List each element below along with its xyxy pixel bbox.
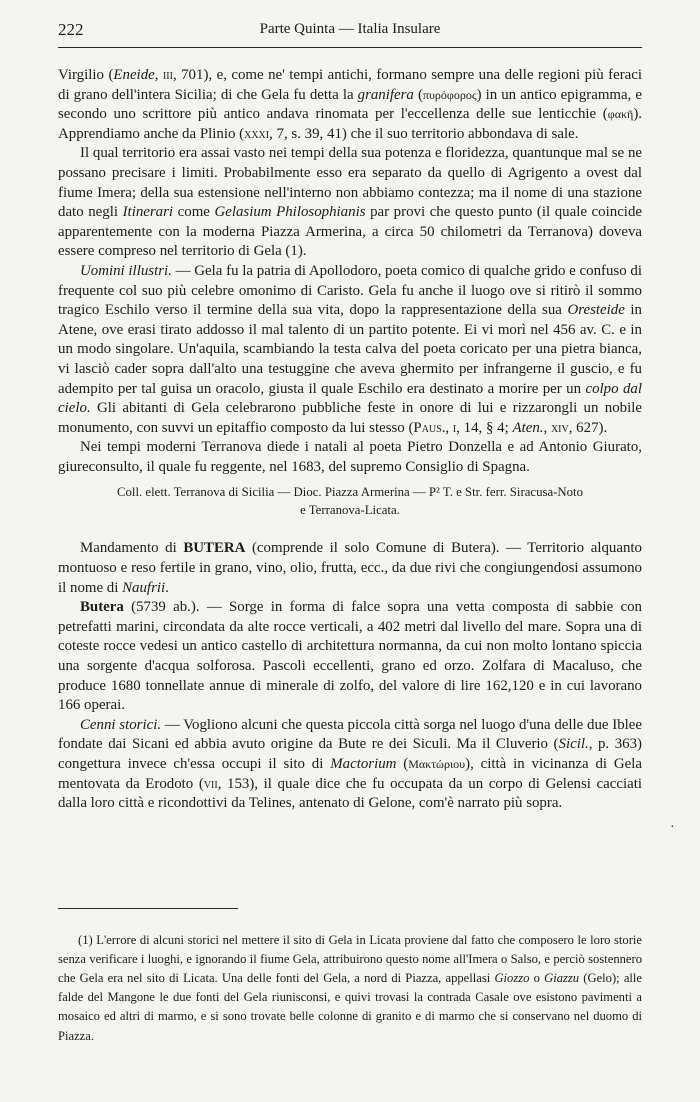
paragraph: Virgilio (Eneide, iii, 701), e, come ne' tempi antichi, formano sempre una delle regioni più feraci di grano dell'intera Sicilia; di che Gela fu detta la granifera (πυρόφορος) in un antico epigramma, e secondo uno scrittore più antico andava rinomata per l'eccellenza delle sue lenticchie (φακῆ). Apprendiamo anche da Plinio (xxxi, 7, s. 39, 41) che il suo territorio abbondava di sale.	[58, 67, 643, 142]
header-rule	[58, 47, 642, 48]
footnote: (1) L'errore di alcuni storici nel mettere il sito di Gela in Licata proviene dal fatto che composero le loro storie senza verificare i luoghi, e ignorando il fiume Gela, attribuirono questo nome all'Imera o Salso, e perciò sostennero che Gela era nel sito di Licata. Una delle fonti del Gela, a nord di Piazza, appellasi Giozzo o Giazzu (Gelo); alle falde del Mangone le due fonti del Gela riunisconsi, e quivi trovasi la contrada Casale ove esistono pavimenti a mosaico ed altri di marmo, e si sono trovate belle colonne di granito e di marmo che si conservano nel duomo di Piazza.	[58, 932, 643, 1043]
body-text	[58, 66, 642, 814]
paragraph: Nei tempi moderni Terranova diede i natali al poeta Pietro Donzella e ad Antonio Giurato, giureconsulto, il quale fu reggente, nel 1683, del supremo Consiglio di Spagna.	[58, 439, 642, 475]
paragraph: Cenni storici. — Vogliono alcuni che questa piccola città sorga nel luogo d'una delle due Iblee fondate dai Sicani ed abbia avuto origine da Bute re dei Siculi. Ma il Cluverio (Sicil., p. 363) congettura invece ch'essa occupi il sito di Mactorium (Μακτώριου), città in vicinanza di Gela mentovata da Erodoto (vii, 153), il quale dice che fu occupata da un corpo di Gelensi cacciati dalla loro città e ricondottivi da Telines, antenato di Gelone, com'è narrato più sopra.	[58, 716, 642, 812]
page-number: 222	[58, 20, 84, 39]
running-title: Parte Quinta — Italia Insulare	[259, 21, 441, 37]
paragraph: Butera (5739 ab.). — Sorge in forma di falce sopra una vetta composta di sabbie con petrefatti marini, circondata da alte rocce verticali, a 402 metri dal livello del mare. Sopra una di coteste rocce vedesi un antico castello di architettura normanna, da cui non molto lontano spiccia una sorgente d'acqua solforosa. Pascoli eccellenti, grano ed orzo. Zolfara di Macaluso, che produce 1680 tonnellate annue di minerale di zolfo, del valore di lire 162,120 e in cui lavorano 166 operai.	[58, 599, 642, 714]
paragraph: Il qual territorio era assai vasto nei tempi della sua potenza e floridezza, quantunque mal se ne possano precisare i limiti. Probabilmente esso era separato da quello di Agrigento a ovest dal fiume Imera; della sua estensione nell'interno non abbiamo contezza; ma il nome di una stazione dato negli Itinerari come Gelasium Philosophianis par provi che questo punto (il quale coincide apparentemente con la moderna Piazza Armerina, a circa 50 chilometri da Terranova) doveva essere compreso nel territorio di Gela (1).	[58, 145, 642, 260]
electoral-caption: Coll. elett. Terranova di Sicilia — Dioc. Piazza Armerina — P² T. e Str. ferr. Siracusa-Noto e Terranova-Licata.	[116, 485, 583, 518]
stray-mark: ·	[670, 820, 675, 835]
paragraph: Mandamento di BUTERA (comprende il solo Comune di Butera). — Territorio alquanto montuoso e reso fertile in grano, vino, olio, frutta, ecc., da due rivi che congiungendosi assumono il nome di Naufrii.	[58, 540, 642, 596]
page-header	[58, 18, 642, 40]
footnote-rule	[58, 908, 238, 909]
paragraph: Uomini illustri. — Gela fu la patria di Apollodoro, poeta comico di qualche grido e confuso di frequente col suo più celebre omonimo di Caristo. Gela fu anche il luogo ove si ritirò il sommo tragico Eschilo verso il termine della sua vita, dopo la rappresentazione della sua Oresteide in Atene, ove erasi tirato addosso il mal talento di un partito potente. Ei vi morì nel 456 av. C. e in un modo singolare. Un'aquila, scambiando la testa calva del poeta coricato per una pietra bianca, vi lasciò cader sopra dall'alto una testuggine che aveva ghermito per infrangerne il guscio, e fu adempito per tal guisa un oracolo, giusta il quale Eschilo era destinato a morire per un colpo dal cielo. Gli abitanti di Gela celebrarono pubbliche feste in onore di lui e rizzarongli un nobile monumento, con suvvi un epitaffio composto da lui stesso (Paus., i, 14, § 4; Aten., xiv, 627).	[58, 262, 642, 436]
